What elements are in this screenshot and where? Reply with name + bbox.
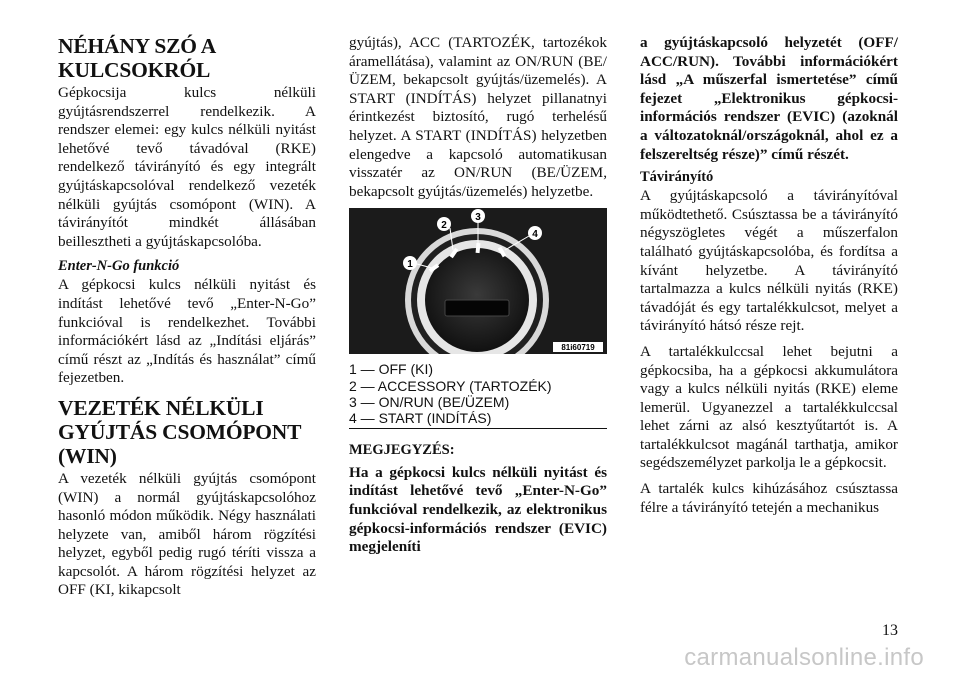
legend-item-accessory: 2 — ACCESSORY (TARTOZÉK) <box>349 377 552 394</box>
ignition-switch-illustration <box>349 208 607 354</box>
column-left <box>58 34 316 600</box>
figure-code: 81i60719 <box>561 343 595 353</box>
paragraph-positions: gyújtás), ACC (TARTOZÉK, tartozékok áramellátása), valamint az ON/RUN (BE/ÜZEM, bekapcsolt gyújtás/üzemelés). A START (INDÍTÁS) helyzet pillanatnyi érintkezést biztosító, rugó terhelésű helyzet. A START (INDÍTÁS) helyzetben elengedve a kapcsoló automatikusan visszatér az ON/RUN (BE/ÜZEM, bekapcsolt gyújtás/üzemelés) helyzetbe. <box>349 34 607 200</box>
svg-text:4: 4 <box>532 229 538 241</box>
figure-legend <box>349 361 607 426</box>
note-text: Ha a gépkocsi kulcs nélküli nyitást és indítást lehetővé tevő „Enter-N-Go” funkcióval rendelkezik, az elektronikus gépkocsi-információs rendszer (EVIC) megjeleníti <box>349 463 607 556</box>
heading-win: VEZETÉK NÉLKÜLI GYÚJTÁS CSOMÓPONT (WIN) <box>58 395 301 468</box>
column-right <box>640 34 898 517</box>
heading-keys: NÉHÁNY SZÓ A KULCSOKRÓL <box>58 34 215 82</box>
legend-item-off: 1 — OFF (KI) <box>349 361 433 378</box>
svg-text:3: 3 <box>475 212 481 224</box>
paragraph-win: A vezeték nélküli gyújtás csomópont (WIN) a normál gyújtáskapcsolóhoz hasonló módon működik. Négy használati helyzete van, amiből három rögzítési helyzet, egyből pedig rugó téríti vissza a kapcsolót. A három rögzítési helyzet az OFF (KI, kikapcsolt <box>58 469 316 599</box>
paragraph-remote: A gyújtáskapcsoló a távirányítóval működtethető. Csúsztassa be a távirányító négyszögletes végét a műszerfalon található gyújtáskapcsolóba, és fordítsa a kívánt helyzetbe. A távirányító tartalmazza a kulcs nélküli nyitás (RKE) távadóját és egy tartalékkulcsot, melyet a távirányító hátsó része rejt. <box>640 187 898 335</box>
legend-item-on-run: 3 — ON/RUN (BE/ÜZEM) <box>349 393 510 410</box>
key-slot <box>445 300 509 316</box>
callout-4 <box>528 226 542 240</box>
page-number: 13 <box>882 622 898 639</box>
svg-text:1: 1 <box>407 259 413 271</box>
paragraph-spare-key-removal: A tartalék kulcs kihúzásához csúsztassa félre a távirányító tetején a mechanikus <box>640 480 898 516</box>
subheading-remote: Távirányító <box>640 169 714 186</box>
paragraph-spare-key: A tartalékkulccsal lehet bejutni a gépkocsiba, ha a gépkocsi akkumulátora vagy a kulcs nélküli nyitás (RKE) eleme lemerül. Ugyanezzel a tartalékkulccsal lehet zárni az alsó kesztyűtartót is. A tartalékkulcsot magánál tarthatja, amikor segédszemélyzet parkolja le a gépkocsit. <box>640 342 898 472</box>
ignition-switch-figure <box>349 208 607 354</box>
paragraph-enter-n-go: A gépkocsi kulcs nélküli nyitást és indítást lehetővé tevő „Enter-N-Go” funkcióval is rendelkezhet. További információkért lásd az „Indítási eljárás” című részt az „Indítás és használat” című fejezetben. <box>58 276 316 387</box>
site-watermark: carmanualsonline.info <box>684 644 924 671</box>
subheading-enter-n-go: Enter-N-Go funkció <box>58 258 180 275</box>
note-continuation: a gyújtáskapcsoló helyzetét (OFF/ ACC/RUN). További információkért lásd „A műszerfal ismertetése” című fejezet „Elektronikus gépkocsi-információs rendszer (EVIC) (azoknál a változatoknál/országoknál, ahol ez a felszereltség része)” című részét. <box>640 34 898 163</box>
column-middle <box>349 34 607 557</box>
paragraph-keys-intro: Gépkocsija kulcs nélküli gyújtásrendszerrel rendelkezik. A rendszer elemei: egy kulcs nélküli nyitást lehetővé tevő távadóval (RKE) rendelkező távirányító és egy integrált gyújtáskapcsolóval rendelkező vezeték nélküli gyújtás csomópont (WIN). A távirányítót mindkét állásában beillesztheti a gyújtáskapcsolóba. <box>58 84 316 250</box>
legend-divider <box>349 428 607 429</box>
callout-2 <box>437 217 451 231</box>
callout-1 <box>403 256 417 270</box>
legend-item-start: 4 — START (INDÍTÁS) <box>349 409 492 426</box>
note-title: MEGJEGYZÉS: <box>349 442 455 459</box>
svg-text:2: 2 <box>441 220 447 232</box>
callout-3 <box>471 209 485 223</box>
